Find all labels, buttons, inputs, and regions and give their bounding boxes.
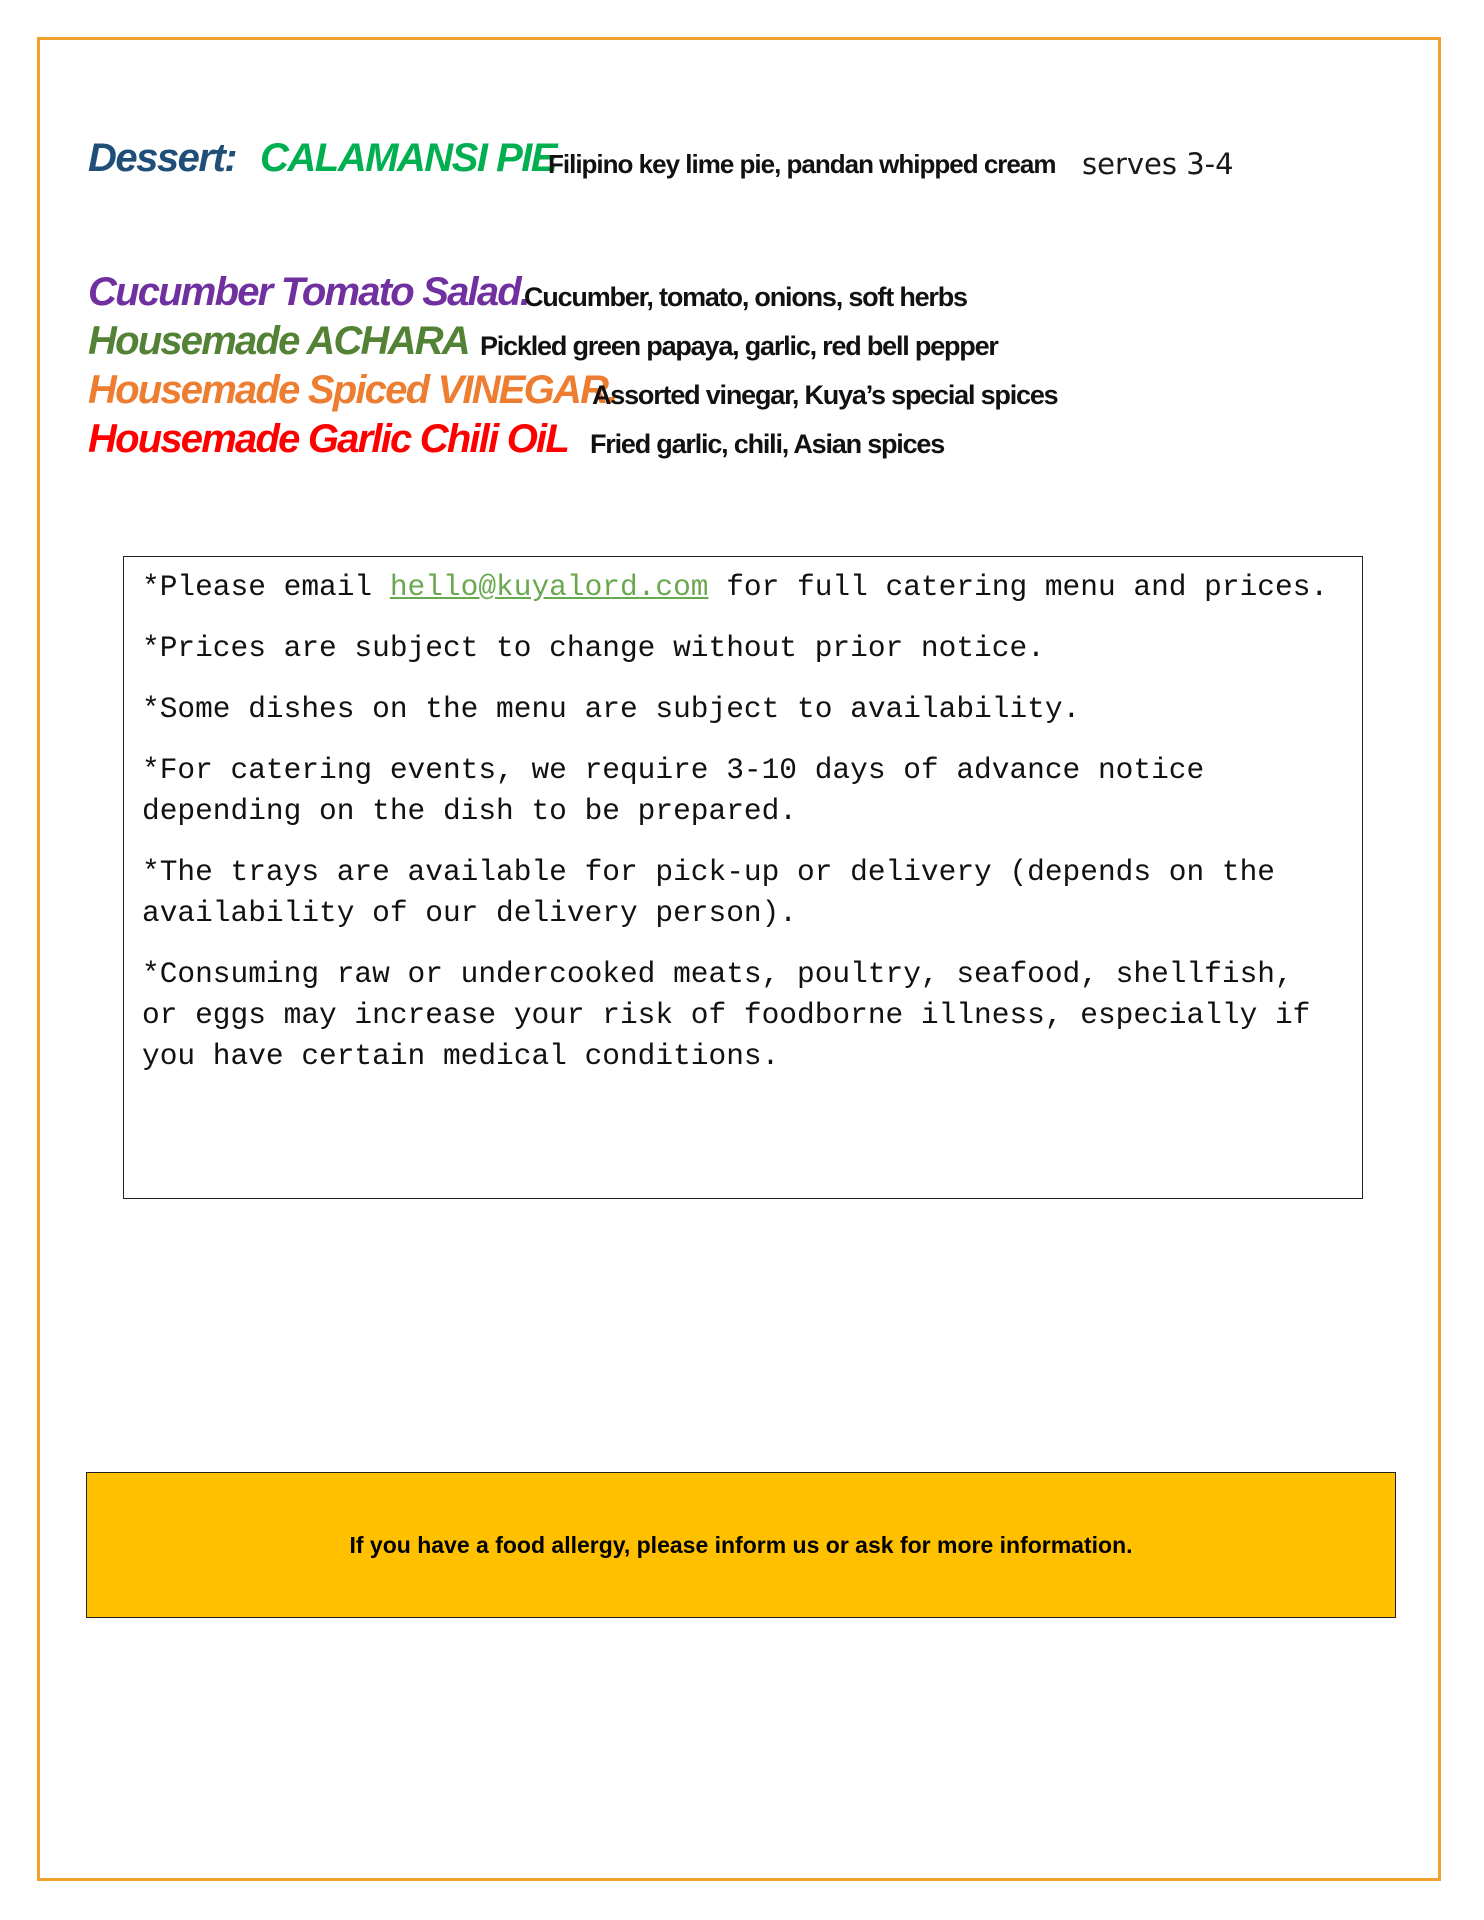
dessert-name: CALAMANSI PIE xyxy=(260,136,557,180)
side-item-chili-oil xyxy=(88,417,1188,467)
note-prices: *Prices are subject to change without prior notice. xyxy=(142,631,1045,665)
side-description: Cucumber, tomato, onions, soft herbs xyxy=(524,282,967,312)
side-description: Assorted vinegar, Kuya’s special spices xyxy=(592,380,1058,410)
dessert-description: Filipino key lime pie, pandan whipped cream xyxy=(548,149,1056,179)
email-link[interactable]: hello@kuyalord.com xyxy=(389,570,709,604)
side-name: Housemade Garlic Chili OiL xyxy=(88,417,568,461)
allergy-notice: If you have a food allergy, please inform us or ask for more information. xyxy=(349,1531,1133,1558)
note-email-prefix: *Please email xyxy=(142,570,390,604)
side-description: Fried garlic, chili, Asian spices xyxy=(590,429,945,459)
side-item-salad xyxy=(88,270,1188,320)
side-description: Pickled green papaya, garlic, red bell pepper xyxy=(480,331,998,361)
side-name: Housemade Spiced VINEGAR. xyxy=(88,368,617,412)
dessert-label: Dessert: xyxy=(88,136,237,180)
note-advance-notice: *For catering events, we require 3-10 days of advance notice depending on the dish to be prepared. xyxy=(142,753,1205,828)
side-item-vinegar xyxy=(88,368,1188,418)
dessert-serves: serves 3-4 xyxy=(1082,147,1234,181)
note-email-suffix: for full catering menu and prices. xyxy=(708,570,1329,604)
allergy-banner xyxy=(86,1472,1396,1618)
note-availability: *Some dishes on the menu are subject to availability. xyxy=(142,692,1081,726)
note-pickup-delivery: *The trays are available for pick-up or delivery (depends on the availability of our delivery person). xyxy=(142,855,1275,930)
catering-notes-box xyxy=(123,556,1363,1199)
side-name: Cucumber Tomato Salad. xyxy=(88,270,530,314)
side-name: Housemade ACHARA xyxy=(88,319,469,363)
dessert-row xyxy=(88,136,1288,196)
note-email xyxy=(142,567,1344,608)
side-item-achara xyxy=(88,319,1188,369)
note-food-safety: *Consuming raw or undercooked meats, poultry, seafood, shellfish, or eggs may increase your risk of foodborne illness, especially if you have certain medical conditions. xyxy=(142,957,1311,1073)
